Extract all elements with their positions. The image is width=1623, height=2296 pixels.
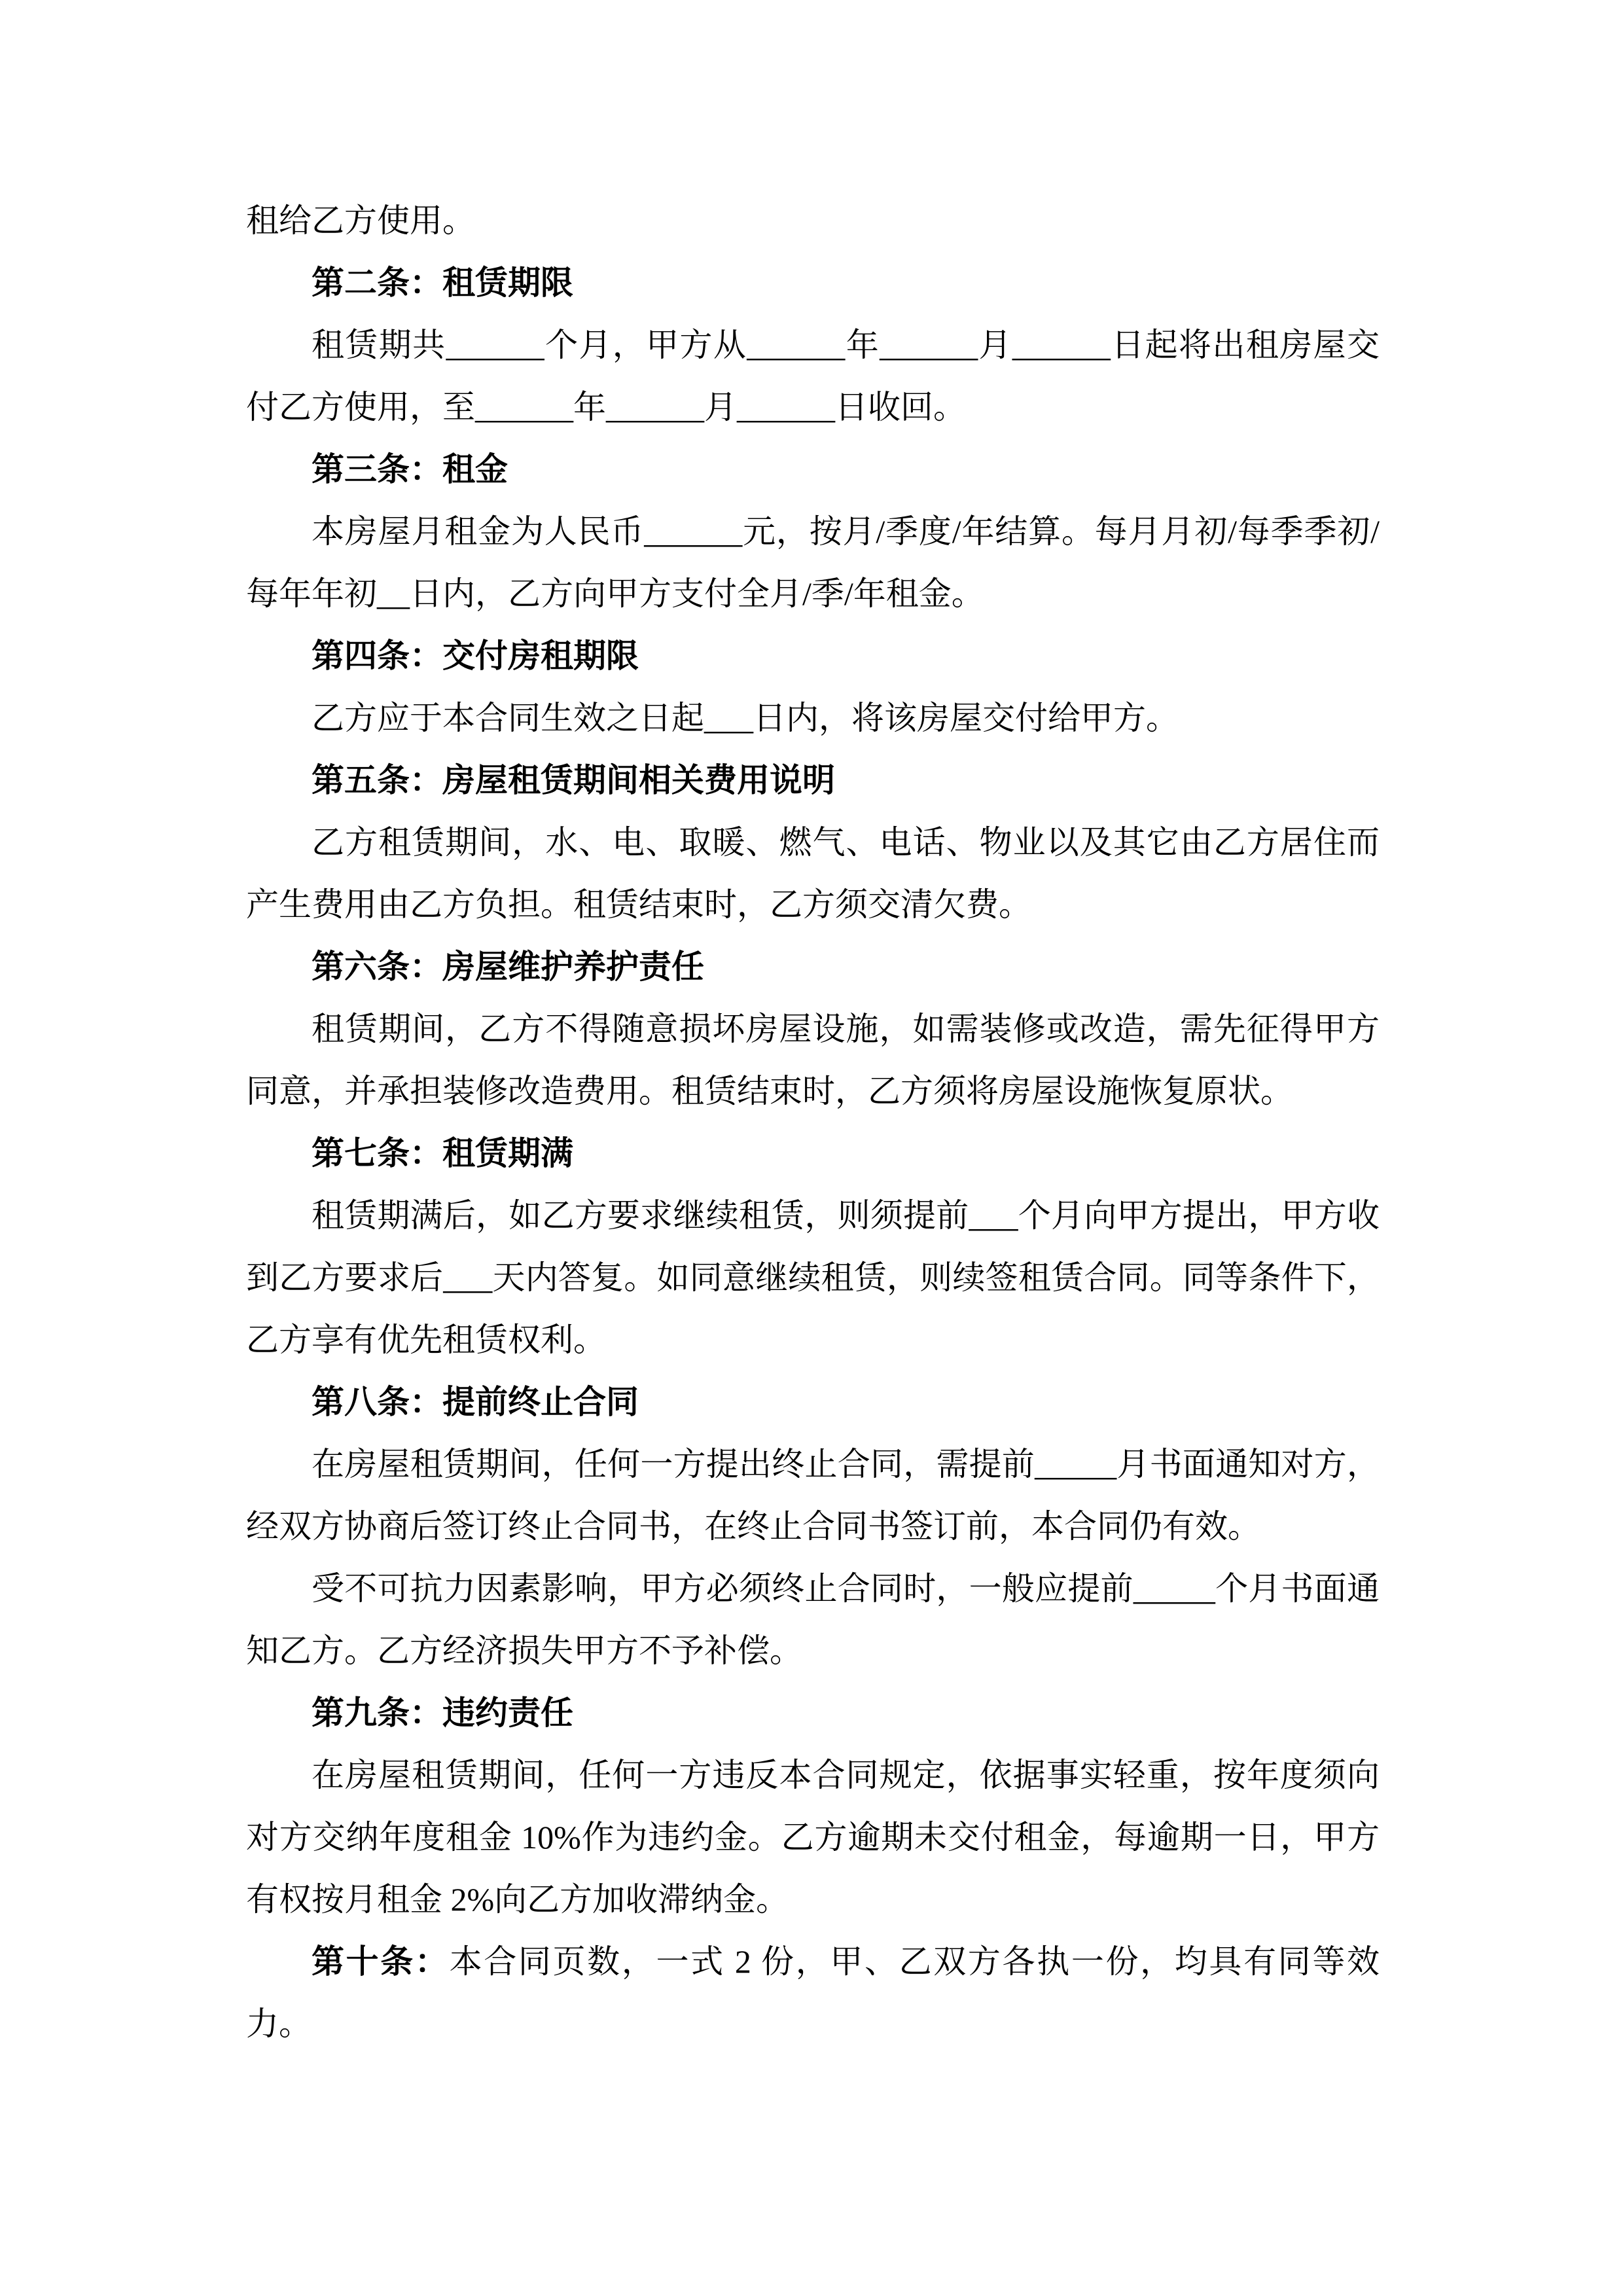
section-5-paragraph-1: 乙方租赁期间，水、电、取暖、燃气、电话、物业以及其它由乙方居住而产生费用由乙方负担。租赁结束时，乙方须交清欠费。 [246, 824, 1380, 923]
section-10-inline-heading: 第十条： [312, 1943, 450, 1980]
contract-sections [246, 252, 1380, 2055]
section-2-heading: 第二条：租赁期限 [312, 264, 573, 301]
section-6-paragraph-1: 租赁期间，乙方不得随意损坏房屋设施，如需装修或改造，需先征得甲方同意，并承担装修改造费用。租赁结束时，乙方须将房屋设施恢复原状。 [246, 1011, 1380, 1109]
section-8-heading: 第八条：提前终止合同 [312, 1384, 639, 1420]
section-3-heading: 第三条：租金 [312, 451, 508, 488]
section-10-inline-paragraph: 第十条：本合同页数，一式 2 份，甲、乙双方各执一份，均具有同等效力。 [246, 1943, 1380, 2042]
section-2-paragraph-1: 租赁期共______个月，甲方从______年______月______日起将出租房屋交付乙方使用，至______年______月______日收回。 [246, 327, 1380, 425]
section-3-paragraph-1: 本房屋月租金为人民币______元，按月/季度/年结算。每月月初/每季季初/每年年初__日内，乙方向甲方支付全月/季/年租金。 [246, 513, 1380, 612]
section-4-paragraph-1: 乙方应于本合同生效之日起___日内，将该房屋交付给甲方。 [312, 700, 1179, 736]
section-7-heading: 第七条：租赁期满 [312, 1135, 573, 1172]
section-4-heading: 第四条：交付房租期限 [312, 637, 639, 674]
section-9-heading: 第九条：违约责任 [312, 1695, 573, 1731]
section-8-paragraph-1: 在房屋租赁期间，任何一方提出终止合同，需提前_____月书面通知对方，经双方协商后签订终止合同书，在终止合同书签订前，本合同仍有效。 [246, 1446, 1380, 1545]
section-5-heading: 第五条：房屋租赁期间相关费用说明 [312, 762, 835, 798]
section-8-paragraph-2: 受不可抗力因素影响，甲方必须终止合同时，一般应提前_____个月书面通知乙方。乙方经济损失甲方不予补偿。 [246, 1570, 1380, 1669]
section-7-paragraph-1: 租赁期满后，如乙方要求继续租赁，则须提前___个月向甲方提出，甲方收到乙方要求后___天内答复。如同意继续租赁，则续签租赁合同。同等条件下，乙方享有优先租赁权利。 [246, 1197, 1380, 1358]
section-9-paragraph-1: 在房屋租赁期间，任何一方违反本合同规定，依据事实轻重，按年度须向对方交纳年度租金 10%作为违约金。乙方逾期未交付租金，每逾期一日，甲方有权按月租金 2%向乙方加收滞纳金。 [246, 1757, 1380, 1918]
continuation-line: 租给乙方使用。 [246, 202, 475, 239]
section-6-heading: 第六条：房屋维护养护责任 [312, 948, 704, 985]
